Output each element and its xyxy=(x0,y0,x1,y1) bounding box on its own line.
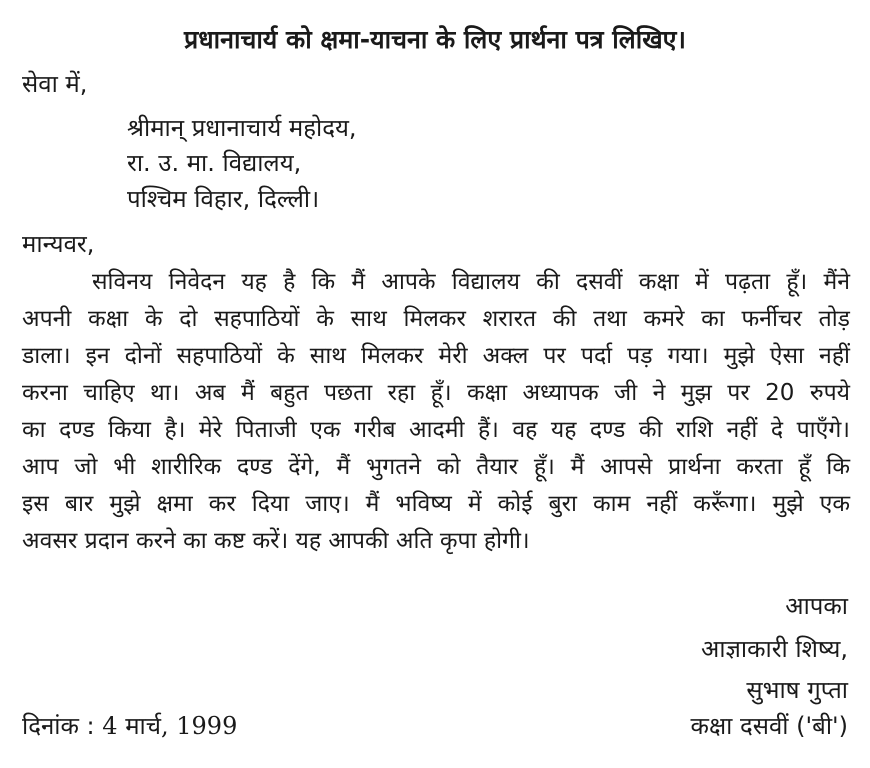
page-title: प्रधानाचार्य को क्षमा-याचना के लिए प्रार्थना पत्र लिखिए। xyxy=(184,25,686,54)
date-line xyxy=(22,710,237,742)
body-line: का दण्ड किया है। मेरे पिताजी एक गरीब आदमी हैं। वह यह दण्ड की राशि नहीं दे पाएँगे। xyxy=(22,417,850,443)
body-line: आप जो भी शारीरिक दण्ड देंगे, मैं भुगतने को तैयार हूँ। मैं आपसे प्रार्थना करता हूँ कि xyxy=(22,454,850,480)
recipient-line-3: पश्चिम विहार, दिल्ली। xyxy=(127,185,320,213)
closing-student-name: सुभाष गुप्ता xyxy=(746,676,848,704)
closing-yours: आपका xyxy=(785,592,848,620)
body-line: अवसर प्रदान करने का कष्ट करें। यह आपकी अति कृपा होगी। xyxy=(22,528,530,554)
body-line: सविनय निवेदन यह है कि मैं आपके विद्यालय की दसवीं कक्षा में पढ़ता हूँ। मैंने xyxy=(92,269,850,295)
closing-obedient-student: आज्ञाकारी शिष्य, xyxy=(700,635,848,663)
body-line: इस बार मुझे क्षमा कर दिया जाए। मैं भविष्य में कोई बुरा काम नहीं करूँगा। मुझे एक xyxy=(22,491,850,517)
greeting: मान्यवर, xyxy=(22,230,95,258)
body-line: करना चाहिए था। अब मैं बहुत पछता रहा हूँ। कक्षा अध्यापक जी ने मुझ पर 20 रुपये xyxy=(22,380,850,406)
recipient-line-2: रा. उ. मा. विद्यालय, xyxy=(127,149,302,177)
date-value: 4 मार्च, 1999 xyxy=(102,712,238,740)
date-label: दिनांक : xyxy=(22,712,95,740)
body-line: डाला। इन दोनों सहपाठियों के साथ मिलकर मेरी अक्ल पर पर्दा पड़ गया। मुझे ऐसा नहीं xyxy=(22,343,850,369)
salutation-to: सेवा में, xyxy=(22,70,88,98)
body-line: अपनी कक्षा के दो सहपाठियों के साथ मिलकर शरारत की तथा कमरे का फर्नीचर तोड़ xyxy=(22,306,850,332)
closing-class: कक्षा दसवीं ('बी') xyxy=(690,712,848,740)
recipient-line-1: श्रीमान् प्रधानाचार्य महोदय, xyxy=(127,114,357,142)
